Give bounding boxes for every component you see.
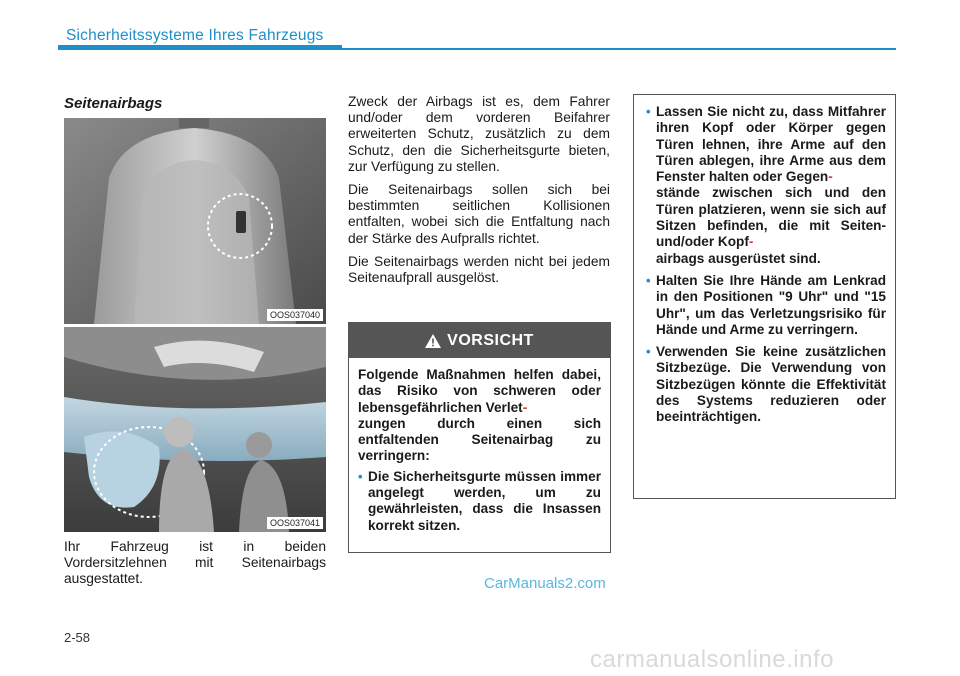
bullet-icon: • — [646, 272, 651, 288]
bullet-icon: • — [358, 468, 363, 484]
warning-triangle-icon — [425, 334, 441, 348]
watermark-link[interactable]: CarManuals2.com — [484, 575, 606, 592]
caution-body — [349, 358, 610, 534]
list-item: • Verwenden Sie keine zusätzlichen Sitzbezüge. Die Verwendung von Sitzbezügen könnte die Effektivität des Systems reduzieren oder beeinträchtigen. — [646, 344, 886, 425]
figure-label: OOS037041 — [267, 517, 323, 529]
interior-airbag-photo — [64, 327, 326, 532]
warning-list-box — [633, 94, 896, 499]
paragraph: Zweck der Airbags ist es, dem Fahrer und/oder dem vorderen Beifahrer erweiterten Schutz, zusätzlich zu dem Schutz, den die Sicherheitsgurte bieten, zur Verfügung zu stellen. — [348, 94, 610, 174]
caution-header — [349, 323, 610, 358]
caution-intro: Folgende Maßnahmen helfen dabei, das Risiko von schweren oder lebensgefährlichen Verlet- zungen durch einen sich entfaltenden Seitenairbag zu verringern: — [358, 367, 601, 464]
header-rule-thick — [58, 45, 342, 50]
intro-paragraph: Ihr Fahrzeug ist in beiden Vordersitzlehnen mit Seitenairbags ausgestattet. — [64, 539, 326, 587]
page-title: Seitenairbags — [64, 95, 163, 112]
figure-label: OOS037040 — [267, 309, 323, 321]
header-rule-thin — [342, 48, 896, 50]
explanation-column — [348, 94, 610, 293]
seat-airbag-photo — [64, 118, 326, 324]
list-item: • Die Sicherheitsgurte müssen immer angelegt werden, um zu gewährleisten, dass die Insassen korrekt sitzen. — [358, 468, 601, 533]
watermark-footer: carmanualsonline.info — [590, 646, 834, 673]
caution-label: VORSICHT — [447, 331, 534, 349]
section-header-title: Sicherheitssysteme Ihres Fahrzeugs — [66, 27, 324, 44]
page-number: 2-58 — [64, 630, 91, 645]
paragraph: Die Seitenairbags sollen sich bei bestimmten seitlichen Kollisionen entfalten, wobei sich die Entfaltung nach der Stärke des Aufpralls richtet. — [348, 182, 610, 246]
paragraph: Die Seitenairbags werden nicht bei jedem Seitenaufprall ausgelöst. — [348, 253, 610, 286]
caution-box — [348, 322, 611, 553]
list-item: • Lassen Sie nicht zu, dass Mitfahrer ihren Kopf oder Körper gegen Türen lehnen, ihre Arme auf den Türen ablegen, ihre Arme aus dem Fenster halten oder Gegen- stände zwischen sich und den Türen platzieren, wenn sie sich auf Sitzen befinden, die mit Seiten- und/oder Kopf- airbags ausgerüstet sind. — [646, 104, 886, 266]
list-item: • Halten Sie Ihre Hände am Lenkrad in den Positionen "9 Uhr" und "15 Uhr", um das Verletzungsrisiko für Hände und Arme zu verringern. — [646, 272, 886, 337]
bullet-icon: • — [646, 344, 651, 360]
bullet-icon: • — [646, 104, 651, 119]
